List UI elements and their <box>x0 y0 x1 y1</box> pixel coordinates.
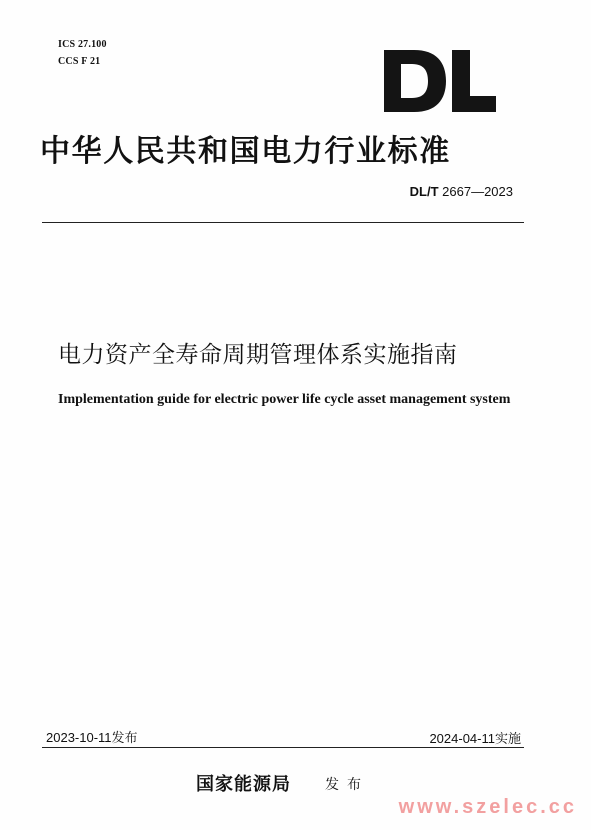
bottom-divider <box>42 747 524 748</box>
standard-category-title: 中华人民共和国电力行业标准 <box>40 134 451 169</box>
issue-date: 2023-10-11发布 <box>46 730 138 745</box>
dl-logo <box>384 50 496 112</box>
top-divider <box>42 222 524 223</box>
implementation-date: 2024-04-11实施 <box>429 731 521 746</box>
watermark: www.szelec.cc <box>398 796 577 818</box>
standard-code <box>410 184 513 199</box>
ccs-code: CCS F 21 <box>58 56 101 67</box>
standard-code-number: 2667—2023 <box>442 184 513 199</box>
standard-code-prefix: DL/T <box>409 184 439 199</box>
publish-label: 发布 <box>325 777 369 793</box>
publisher-name: 国家能源局 <box>196 774 291 795</box>
ics-code: ICS 27.100 <box>58 39 107 50</box>
document-title-english: Implementation guide for electric power life cycle asset management system <box>58 392 511 407</box>
document-title-chinese: 电力资产全寿命周期管理体系实施指南 <box>58 342 458 368</box>
